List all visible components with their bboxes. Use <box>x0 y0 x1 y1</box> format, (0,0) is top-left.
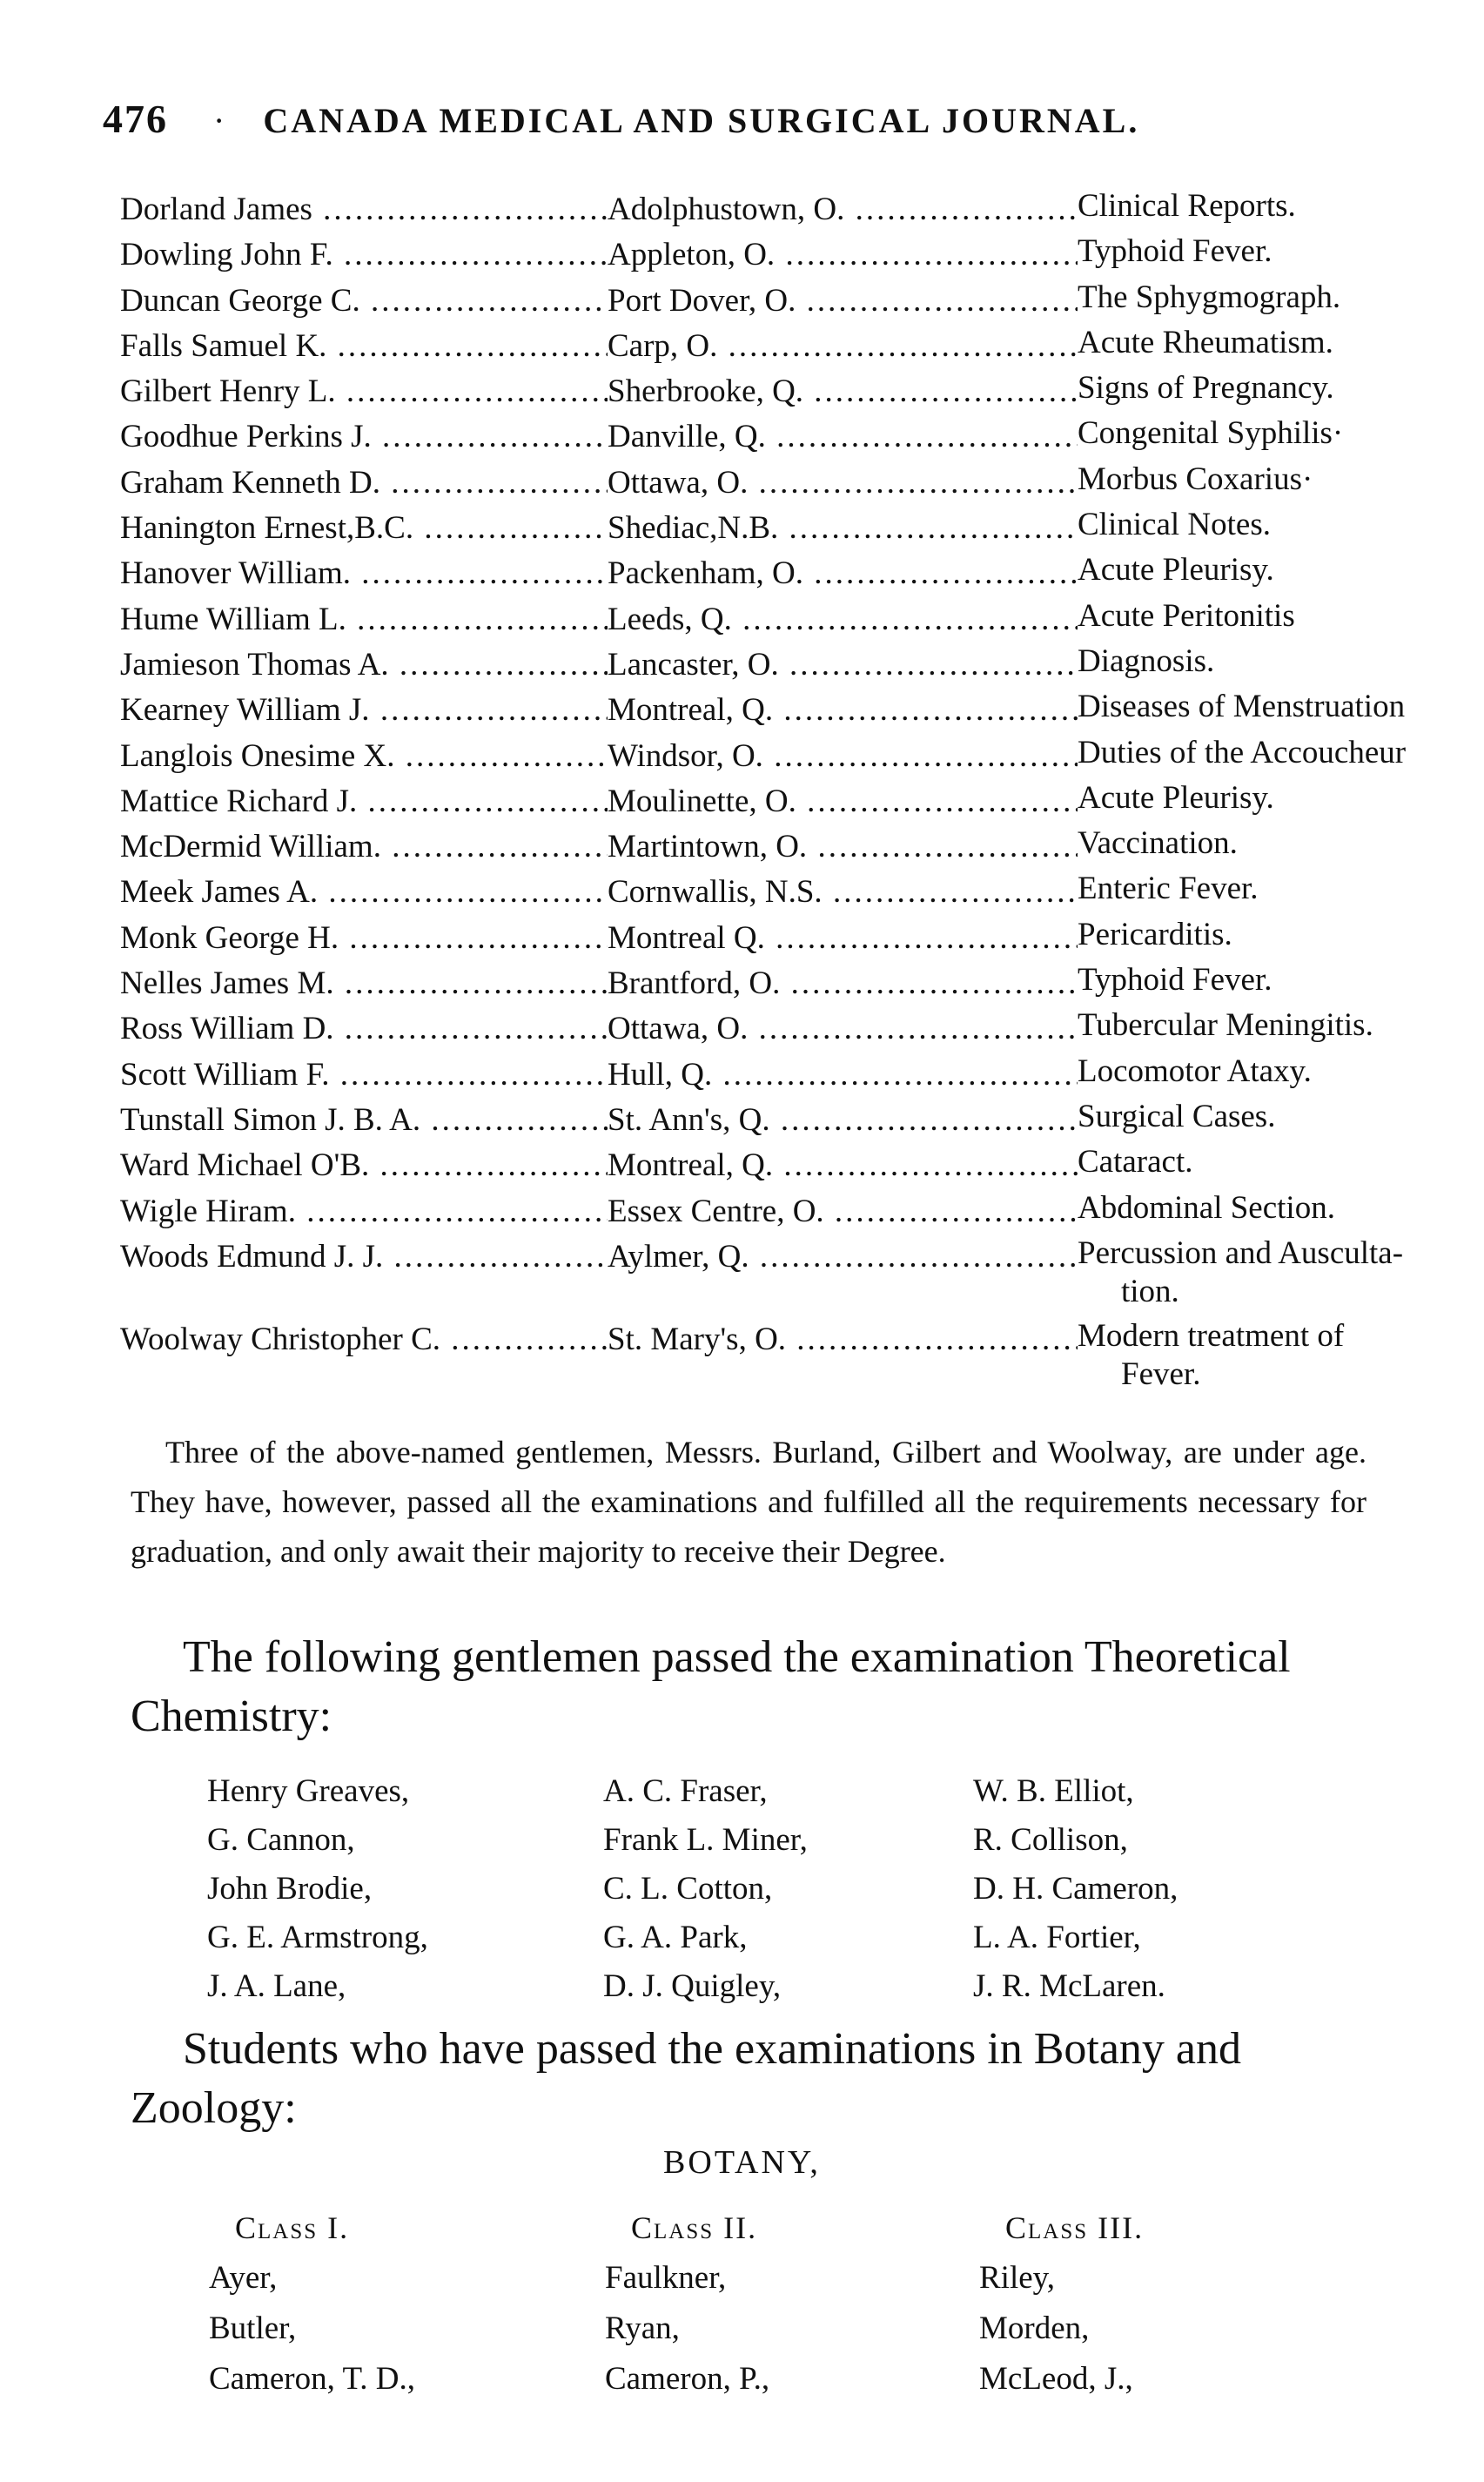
graduate-thesis-text: Vaccination. <box>1078 825 1238 862</box>
chemistry-student: C. L. Cotton, <box>603 1871 773 1907</box>
graduate-name <box>120 1053 608 1098</box>
graduate-place <box>608 961 1078 1006</box>
graduate-name-text: Duncan George C. ..... <box>120 283 608 319</box>
graduate-name-text: Langlois Onesime X. ..... <box>120 738 608 774</box>
graduate-place-text: Moulinette, O. ..... <box>608 784 1078 819</box>
graduate-thesis-text: Acute Rheumatism. <box>1078 324 1333 360</box>
graduate-name-text: Kearney William J. ..... <box>120 692 608 728</box>
graduate-row <box>120 232 1391 278</box>
graduate-name-text: Woolway Christopher C. ..... <box>120 1322 608 1357</box>
graduate-thesis-text: Acute Pleurisy. <box>1078 552 1274 589</box>
botany-student: Cameron, T. D., <box>209 2361 416 2397</box>
graduate-row <box>120 1189 1391 1234</box>
graduate-row <box>120 1053 1391 1098</box>
graduate-name <box>120 597 608 642</box>
graduate-name <box>120 734 608 779</box>
botany-class-label: Class II. <box>631 2210 758 2245</box>
graduate-row <box>120 779 1391 824</box>
chemistry-student: J. A. Lane, <box>207 1968 346 2004</box>
graduate-place <box>608 642 1078 688</box>
graduate-place-text: Montreal Q. ..... <box>608 920 1078 956</box>
graduate-name-text: Dowling John F. ..... <box>120 237 608 272</box>
graduate-place <box>608 187 1078 232</box>
graduate-name <box>120 551 608 596</box>
graduate-place <box>608 1006 1078 1052</box>
graduate-name-text: Falls Samuel K. ..... <box>120 328 608 364</box>
graduate-row <box>120 688 1406 733</box>
graduate-name-text: Dorland James ..... <box>120 192 608 227</box>
graduate-place-text: Montreal, Q. ..... <box>608 692 1078 728</box>
graduate-thesis-text: Cataract. <box>1078 1144 1193 1180</box>
graduate-place <box>608 506 1078 551</box>
graduate-name-text: Scott William F. ..... <box>120 1057 608 1093</box>
graduate-name-text: Meek James A. ..... <box>120 874 608 910</box>
graduate-place-text: Montreal, Q. ..... <box>608 1147 1078 1183</box>
graduate-name <box>120 779 608 824</box>
chemistry-student: Henry Greaves, <box>207 1773 410 1809</box>
graduate-row <box>120 916 1391 961</box>
graduate-place <box>608 870 1078 915</box>
graduate-name-text: Woods Edmund J. J. ..... <box>120 1239 608 1275</box>
graduate-name <box>120 1317 608 1362</box>
graduate-thesis <box>1078 1098 1478 1136</box>
graduate-thesis <box>1078 461 1478 499</box>
graduate-name-text: Wigle Hiram. ..... <box>120 1194 608 1229</box>
graduate-thesis <box>1078 870 1478 908</box>
graduate-place-text: St. Mary's, O. ..... <box>608 1322 1078 1357</box>
graduate-thesis-text: Tubercular Meningitis. <box>1078 1007 1373 1044</box>
graduate-thesis-continuation: tion. <box>1121 1273 1179 1309</box>
graduate-place <box>608 1317 1078 1362</box>
graduate-row <box>120 279 1391 324</box>
graduate-thesis <box>1078 1006 1478 1045</box>
journal-title: CANADA MEDICAL AND SURGICAL JOURNAL. <box>263 101 1140 140</box>
graduate-name <box>120 506 608 551</box>
graduate-row <box>120 551 1391 596</box>
graduate-row <box>120 324 1391 369</box>
graduate-place-text: Leeds, Q. ..... <box>608 602 1078 637</box>
graduate-thesis <box>1078 232 1478 271</box>
graduate-thesis <box>1078 279 1478 317</box>
graduate-row <box>120 597 1391 642</box>
graduate-name <box>120 232 608 278</box>
graduate-thesis <box>1078 369 1478 407</box>
chemistry-student: W. B. Elliot, <box>973 1773 1134 1809</box>
graduate-place <box>608 279 1078 324</box>
botany-zoology-heading: Students who have passed the examinations in Botany and Zoology: <box>131 2024 1242 2133</box>
graduate-place-text: Aylmer, Q. ..... <box>608 1239 1078 1275</box>
graduate-place-text: St. Ann's, Q. ..... <box>608 1102 1078 1138</box>
graduate-place-text: Sherbrooke, Q. ..... <box>608 373 1078 409</box>
graduate-place-text: Carp, O. ..... <box>608 328 1078 364</box>
graduate-place-text: Hull, Q. ..... <box>608 1057 1078 1093</box>
graduate-name-text: McDermid William. ..... <box>120 829 608 864</box>
graduate-name-text: Ross William D. ..... <box>120 1011 608 1046</box>
graduate-place <box>608 1189 1078 1234</box>
graduate-thesis <box>1078 1143 1478 1181</box>
graduate-place-text: Port Dover, O. ..... <box>608 283 1078 319</box>
graduate-thesis-text: Typhoid Fever. <box>1078 962 1272 999</box>
botany-class-column <box>209 2203 592 2405</box>
graduate-thesis <box>1078 688 1478 726</box>
graduate-name <box>120 1234 608 1280</box>
graduate-name-text: Hanover William. ..... <box>120 555 608 591</box>
graduate-thesis <box>1078 506 1478 544</box>
graduate-thesis-text: Typhoid Fever. <box>1078 233 1272 270</box>
graduate-place-text: Martintown, O. ..... <box>608 829 1078 864</box>
graduate-thesis-text: Abdominal Section. <box>1078 1189 1335 1226</box>
graduate-thesis <box>1078 642 1478 681</box>
graduate-row <box>120 369 1391 414</box>
graduate-thesis-text: Congenital Syphilis· <box>1078 415 1344 452</box>
chemistry-student: Frank L. Miner, <box>603 1822 808 1858</box>
botany-student: McLeod, J., <box>979 2361 1133 2397</box>
chemistry-student: G. A. Park, <box>603 1920 748 1955</box>
graduate-place <box>608 369 1078 414</box>
graduate-place <box>608 779 1078 824</box>
graduate-thesis-text: The Sphygmograph. <box>1078 279 1341 315</box>
graduate-thesis-text: Diagnosis. <box>1078 642 1215 679</box>
botany-class-label: Class III. <box>1005 2210 1145 2245</box>
graduate-thesis-text: Diseases of Menstruation <box>1078 689 1406 725</box>
graduate-thesis <box>1078 824 1478 863</box>
graduate-place <box>608 324 1078 369</box>
graduate-name <box>120 870 608 915</box>
graduate-name <box>120 279 608 324</box>
graduate-name-text: Jamieson Thomas A. ..... <box>120 647 608 683</box>
graduate-row <box>120 1317 1391 1400</box>
botany-student: Ryan, <box>605 2310 680 2346</box>
botany-student: Riley, <box>979 2260 1056 2296</box>
running-head <box>103 96 1391 142</box>
graduate-row <box>120 642 1391 688</box>
chemistry-student: John Brodie, <box>207 1871 373 1907</box>
chemistry-student: L. A. Fortier, <box>973 1920 1141 1955</box>
botany-class-column <box>979 2203 1362 2405</box>
graduate-name <box>120 187 608 232</box>
graduate-place <box>608 688 1078 733</box>
graduate-thesis <box>1078 1189 1478 1228</box>
chemistry-student: G. E. Armstrong, <box>207 1920 428 1955</box>
graduate-thesis-continuation: Fever. <box>1121 1355 1201 1392</box>
graduate-row <box>120 414 1391 460</box>
graduate-name-text: Tunstall Simon J. B. A. ..... <box>120 1102 608 1138</box>
graduate-row <box>120 1143 1391 1188</box>
graduate-thesis-text: Acute Pleurisy. <box>1078 779 1274 816</box>
graduate-thesis-text: Percussion and Ausculta- <box>1078 1234 1404 1271</box>
graduate-row <box>120 870 1391 915</box>
graduate-name <box>120 642 608 688</box>
botany-student: Ayer, <box>209 2260 278 2296</box>
graduate-name <box>120 369 608 414</box>
graduate-name <box>120 324 608 369</box>
graduate-name-text: Goodhue Perkins J. ..... <box>120 419 608 454</box>
graduate-name-text: Hanington Ernest,B.C. ..... <box>120 510 608 546</box>
graduate-place-text: Adolphustown, O. ..... <box>608 192 1078 227</box>
header-separator: · <box>213 101 227 140</box>
graduate-row <box>120 187 1391 232</box>
graduate-name-text: Mattice Richard J. ..... <box>120 784 608 819</box>
graduate-place <box>608 1053 1078 1098</box>
botany-subheading: BOTANY, <box>663 2144 821 2181</box>
graduate-thesis-text: Enteric Fever. <box>1078 871 1259 907</box>
graduate-place-text: Packenham, O. ..... <box>608 555 1078 591</box>
graduate-row <box>120 461 1391 506</box>
graduate-thesis <box>1078 187 1478 225</box>
graduate-place-text: Windsor, O. ..... <box>608 738 1078 774</box>
graduate-place-text: Cornwallis, N.S. ..... <box>608 874 1078 910</box>
graduate-place-text: Ottawa, O. ..... <box>608 465 1078 501</box>
graduate-place <box>608 232 1078 278</box>
graduate-place <box>608 461 1078 506</box>
graduate-place <box>608 414 1078 460</box>
graduate-name <box>120 1143 608 1188</box>
graduate-thesis <box>1078 1317 1478 1394</box>
graduate-place <box>608 1234 1078 1280</box>
graduate-row <box>120 824 1391 870</box>
graduate-name <box>120 688 608 733</box>
graduate-thesis <box>1078 961 1478 999</box>
graduate-name-text: Nelles James M. ..... <box>120 965 608 1001</box>
graduate-place <box>608 824 1078 870</box>
graduate-thesis-text: Modern treatment of <box>1078 1317 1345 1354</box>
chemistry-student: J. R. McLaren. <box>973 1968 1165 2004</box>
graduate-row <box>120 961 1391 1006</box>
graduate-name <box>120 414 608 460</box>
graduate-row <box>120 1098 1391 1143</box>
graduate-name-text: Ward Michael O'B. ..... <box>120 1147 608 1183</box>
graduate-name-text: Hume William L. ..... <box>120 602 608 637</box>
graduate-place <box>608 916 1078 961</box>
graduate-place <box>608 1143 1078 1188</box>
graduate-place <box>608 551 1078 596</box>
graduate-name-text: Monk George H. ..... <box>120 920 608 956</box>
graduate-place-text: Danville, Q. ..... <box>608 419 1078 454</box>
botany-student: Cameron, P., <box>605 2361 770 2397</box>
graduate-name-text: Gilbert Henry L. ..... <box>120 373 608 409</box>
graduate-thesis-text: Surgical Cases. <box>1078 1098 1276 1134</box>
botany-student: Faulkner, <box>605 2260 727 2296</box>
graduate-place <box>608 734 1078 779</box>
botany-student: Butler, <box>209 2310 297 2346</box>
graduate-row <box>120 1234 1404 1317</box>
graduate-name <box>120 461 608 506</box>
graduate-name <box>120 1098 608 1143</box>
graduate-place <box>608 1098 1078 1143</box>
graduates-list <box>120 187 1407 1400</box>
graduate-thesis <box>1078 916 1478 954</box>
graduate-thesis-text: Signs of Pregnancy. <box>1078 370 1334 407</box>
graduate-place-text: Lancaster, O. ..... <box>608 647 1078 683</box>
graduate-place-text: Shediac,N.B. ..... <box>608 510 1078 546</box>
graduate-name <box>120 961 608 1006</box>
graduate-row <box>120 1006 1391 1052</box>
chemistry-column <box>973 1767 1356 2011</box>
graduate-thesis-text: Locomotor Ataxy. <box>1078 1053 1312 1089</box>
graduate-name <box>120 1189 608 1234</box>
chemistry-student: D. J. Quigley, <box>603 1968 782 2004</box>
graduate-place-text: Ottawa, O. ..... <box>608 1011 1078 1046</box>
chemistry-student: A. C. Fraser, <box>603 1773 768 1809</box>
graduate-place-text: Brantford, O. ..... <box>608 965 1078 1001</box>
graduate-thesis-text: Clinical Reports. <box>1078 188 1296 224</box>
graduate-thesis <box>1078 779 1478 817</box>
page-number: 476 <box>103 97 168 141</box>
graduate-thesis <box>1078 551 1478 589</box>
graduate-thesis-text: Pericarditis. <box>1078 916 1232 952</box>
chemistry-student: R. Collison, <box>973 1822 1128 1858</box>
graduate-place-text: Essex Centre, O. ..... <box>608 1194 1078 1229</box>
graduate-name <box>120 824 608 870</box>
graduate-name <box>120 916 608 961</box>
graduate-row <box>120 506 1391 551</box>
graduate-thesis-text: Clinical Notes. <box>1078 507 1271 543</box>
graduate-row <box>120 734 1407 779</box>
chemistry-heading: The following gentlemen passed the examination Theoretical Chemistry: <box>131 1632 1291 1741</box>
note-paragraph: Three of the above-named gentlemen, Messrs. Burland, Gilbert and Woolway, are under age. They have, however, passed all the examinations and fulfilled all the requirements necessary for graduation, and only await their majority to receive their Degree. <box>131 1435 1366 1569</box>
chemistry-column <box>603 1767 986 2011</box>
graduate-thesis <box>1078 324 1478 362</box>
graduate-thesis-text: Duties of the Accoucheur <box>1078 734 1407 770</box>
graduate-name <box>120 1006 608 1052</box>
graduate-place <box>608 597 1078 642</box>
graduate-name-text: Graham Kenneth D. ..... <box>120 465 608 501</box>
chemistry-column <box>207 1767 590 2011</box>
graduate-thesis <box>1078 414 1478 453</box>
botany-class-column <box>605 2203 988 2405</box>
botany-class-label: Class I. <box>235 2210 350 2245</box>
chemistry-student: G. Cannon, <box>207 1822 355 1858</box>
chemistry-student: D. H. Cameron, <box>973 1871 1178 1907</box>
botany-student: Morden, <box>979 2310 1090 2346</box>
graduate-place-text: Appleton, O. ..... <box>608 237 1078 272</box>
graduate-thesis-text: Acute Peritonitis <box>1078 597 1295 634</box>
graduate-thesis-text: Morbus Coxarius· <box>1078 461 1313 497</box>
graduate-thesis <box>1078 597 1478 636</box>
graduate-thesis <box>1078 734 1478 772</box>
graduate-thesis <box>1078 1234 1478 1311</box>
graduate-thesis <box>1078 1053 1478 1091</box>
